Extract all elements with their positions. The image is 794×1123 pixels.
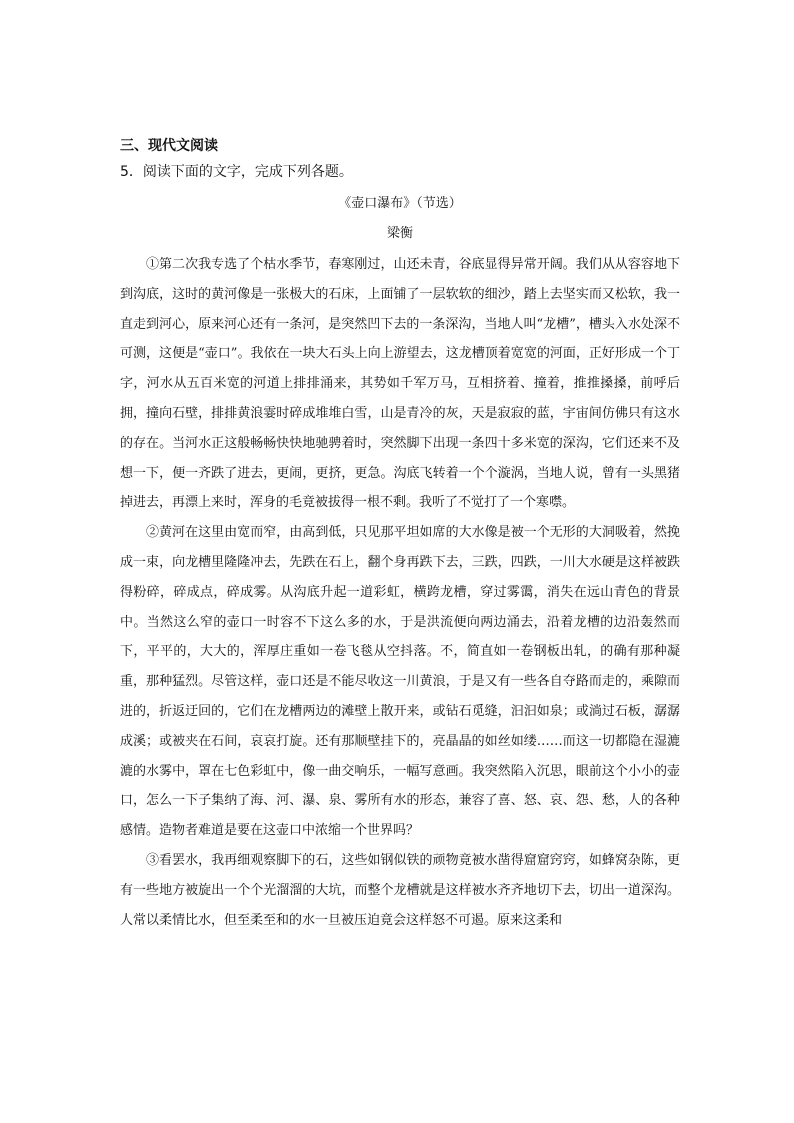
paragraph-2: ②黄河在这里由宽而窄，由高到低，只见那平坦如席的大水像是被一个无形的大洞吸着，然挽成一束，向龙槽里隆隆冲去，先跌在石上，翻个身再跌下去，三跌，四跌，一川大水硬是这样被跌得粉碎，碎成点，碎成雾。从沟底升起一道彩虹，横跨龙槽，穿过雾霭，消失在远山青色的背景中。当然这么窄的壶口一时容不下这么多的水，于是洪流便向两边涌去，沿着龙槽的边沿轰然而下，平平的，大大的，浑厚庄重如一卷飞毯从空抖落。不，简直如一卷钢板出轧，的确有那种凝重，那种猛烈。尽管这样，壶口还是不能尽收这一川黄浪，于是又有一些各自夺路而走的，乘隙而进的，折返迂回的，它们在龙槽两边的滩壁上散开来，或钻石觅缝，汩汩如泉；或淌过石板，潺潺成溪；或被夹在石间，哀哀打旋。还有那顺壁挂下的，亮晶晶的如丝如缕……而这一切都隐在湿漉漉的水雾中，罩在七色彩虹中，像一曲交响乐，一幅写意画。我突然陷入沉思，眼前这个小小的壶口，怎么一下子集纳了海、河、瀑、泉、雾所有水的形态，兼容了喜、怒、哀、怨、愁，人的各种感情。造物者难道是要在这壶口中浓缩一个世界吗？: [120, 525, 680, 839]
paragraph-3: ③看罢水，我再细观察脚下的石，这些如钢似铁的顽物竟被水凿得窟窟窍窍，如蜂窝杂陈，更有一些地方被旋出一个个光溜溜的大坑，而整个龙槽就是这样被水齐齐地切下去，切出一道深沟。人常以柔情比水，但至柔至和的水一旦被压迫竟会这样怒不可遏。原来这柔和: [120, 852, 680, 928]
question-prompt: 5．阅读下面的文字，完成下列各题。: [120, 164, 353, 180]
paragraph-1: ①第二次我专选了个枯水季节，春寒刚过，山还未青，谷底显得异常开阔。我们从从容容地下到沟底，这时的黄河像是一张极大的石床，上面铺了一层软软的细沙，踏上去坚实而又松软，我一直走到河心，原来河心还有一条河，是突然凹下去的一条深沟，当地人叫“龙槽”，槽头入水处深不可测，这便是“壶口”。我依在一块大石头上向上游望去，这龙槽顶着宽宽的河面，正好形成一个丁字，河水从五百米宽的河道上排排涌来，其势如千军万马，互相挤着、撞着，推推搡搡，前呼后拥，撞向石壁，排排黄浪霎时碎成堆堆白雪，山是青冷的灰，天是寂寂的蓝，宇宙间仿佛只有这水的存在。当河水正这般畅畅快快地驰骋着时，突然脚下出现一条四十多米宽的深沟，它们还来不及想一下，便一齐跌了进去，更闹，更挤，更急。沟底飞转着一个个漩涡，当地人说，曾有一头黑猪掉进去，再漂上来时，浑身的毛竟被拔得一根不剩。我听了不觉打了一个寒噤。: [120, 257, 680, 511]
article-author: 梁衡: [386, 226, 413, 241]
section-title: 三、现代文阅读: [120, 138, 218, 154]
article-title: 《壶口瀑布》（节选）: [338, 196, 462, 211]
document-content: [120, 136, 680, 935]
